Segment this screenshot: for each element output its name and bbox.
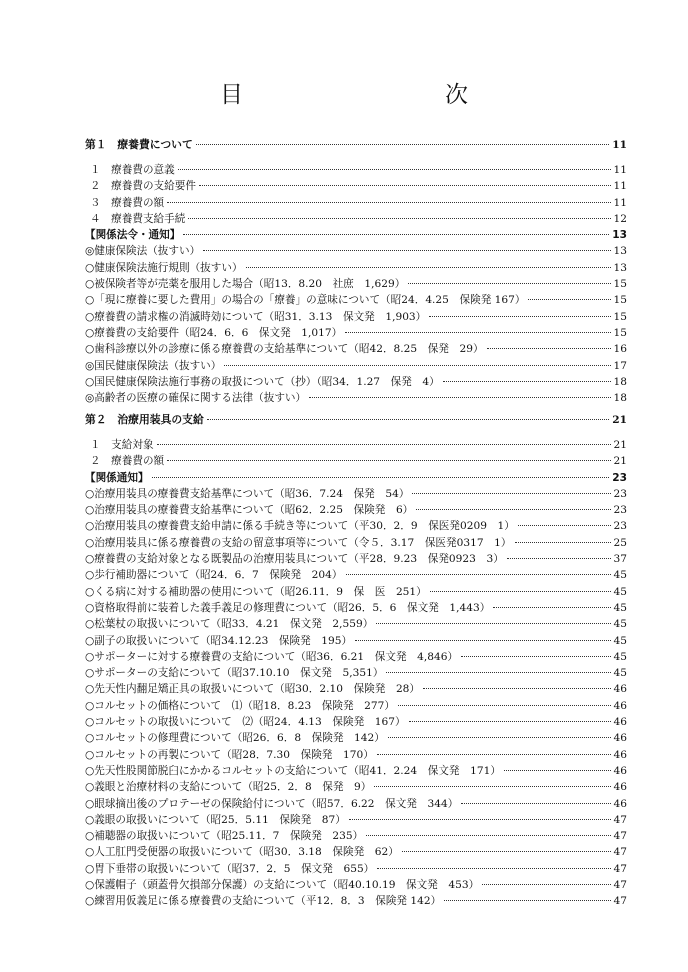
toc-entry-text: ○眼球摘出後のプロテーゼの保険給付について（昭57．6.22 保文発 344） (85, 797, 459, 810)
toc-entry-page-number: 37 (613, 553, 627, 566)
toc-entry-page-number: 45 (613, 569, 627, 582)
toc-entry-text: ○治療用装具の療養費支給申請に係る手続き等について（平30．2．9 保医発0209 1） (85, 520, 515, 533)
toc-entry-page-number: 15 (613, 326, 627, 339)
toc-item-text: ３ 療養費の額 (90, 196, 165, 209)
dot-leader (167, 460, 610, 461)
dot-leader (207, 419, 609, 420)
toc-entry-page-number: 25 (613, 536, 627, 549)
dot-leader (349, 819, 611, 820)
dot-leader (377, 868, 610, 869)
dot-leader (374, 786, 610, 787)
toc-subheading-text: 【関係法令・通知】 (85, 229, 181, 242)
toc-entry-text: ○練習用仮義足に係る療養費の支給について（平12．8．3 保険発 142） (85, 895, 442, 908)
toc-entry (85, 877, 627, 893)
chapter-heading (85, 136, 627, 154)
toc-entry-text: ○被保険者等が売薬を服用した場合（昭13．8.20 社庶 1,629） (85, 278, 406, 291)
toc-entry-page-number: 45 (613, 585, 627, 598)
dot-leader (429, 316, 610, 317)
dot-leader (178, 169, 611, 170)
toc-entry-text: ◎国民健康保険法（抜すい） (85, 359, 222, 372)
toc-subheading-page-number: 13 (612, 229, 627, 242)
dot-leader (493, 607, 610, 608)
toc-entry-text: ○療養費の支給要件（昭24．6．6 保文発 1,017） (85, 326, 343, 339)
toc-item (85, 437, 627, 453)
dot-leader (416, 509, 610, 510)
dot-leader (430, 591, 611, 592)
toc-entry-page-number: 15 (613, 310, 627, 323)
toc-entry-page-number: 13 (613, 261, 627, 274)
toc-entry (85, 309, 627, 325)
toc-entry-page-number: 47 (613, 846, 627, 859)
dot-leader (246, 267, 611, 268)
toc-entry (85, 681, 627, 697)
toc-entry (85, 861, 627, 877)
toc-entry-page-number: 45 (613, 634, 627, 647)
toc-item (85, 211, 627, 227)
toc-entry-text: ○義眼と治療材料の支給について（昭25．2．8 保発 9） (85, 781, 372, 794)
toc-entry-text: ◎健康保険法（抜すい） (85, 245, 201, 258)
toc-entry (85, 763, 627, 779)
toc-entry (85, 747, 627, 763)
toc-item (85, 195, 627, 211)
dot-leader (408, 283, 610, 284)
toc-entry-text: ○くる病に対する補助器の使用について（昭26.11．9 保 医 251） (85, 585, 427, 598)
toc-entry (85, 616, 627, 632)
toc-entry-page-number: 47 (613, 813, 627, 826)
toc-entry (85, 844, 627, 860)
toc-entry-text: ○人工肛門受便器の取扱いについて（昭30．3.18 保険発 62） (85, 846, 399, 859)
toc-entry (85, 518, 627, 534)
toc-entry-page-number: 46 (613, 781, 627, 794)
toc-entry-page-number: 46 (613, 699, 627, 712)
dot-leader (482, 884, 610, 885)
toc-entry (85, 893, 627, 909)
toc-entry (85, 584, 627, 600)
toc-entry-text: ○資格取得前に装着した義手義足の修理費について（昭26．5．6 保文発 1,443） (85, 601, 491, 614)
toc-entry (85, 567, 627, 583)
toc-entry (85, 551, 627, 567)
dot-leader (167, 202, 610, 203)
dot-leader (412, 493, 610, 494)
toc-entry-page-number: 18 (613, 375, 627, 388)
toc-entry-text: ○サポーターの支給について（昭37.10.10 保文発 5,351） (85, 667, 384, 680)
toc-item (85, 162, 627, 178)
toc-entry (85, 390, 627, 406)
chapter-heading (85, 411, 627, 429)
toc-entry (85, 276, 627, 292)
dot-leader (376, 623, 610, 624)
toc-entry-page-number: 15 (613, 278, 627, 291)
toc-entry-text: ○歯科診療以外の診療に係る療養費の支給基準について（昭42．8.25 保発 29） (85, 343, 484, 356)
dot-leader (388, 737, 611, 738)
page-title: 目 次 (220, 82, 520, 108)
dot-leader (518, 525, 611, 526)
toc-entry-text: ○「現に療養に要した費用」の場合の「療養」の意味について（昭24．4.25 保険発 167） (85, 294, 526, 307)
dot-leader (346, 574, 611, 575)
toc-entry-text: ○コルセットの修理費について（昭26．6．8 保険発 142） (85, 732, 385, 745)
toc-entry (85, 649, 627, 665)
toc-entry-page-number: 46 (613, 732, 627, 745)
toc-entry (85, 260, 627, 276)
toc-item (85, 178, 627, 194)
toc-entry-page-number: 23 (613, 504, 627, 517)
dot-leader (199, 185, 611, 186)
toc-entry-text: ○コルセットの再製について（昭28．7.30 保険発 170） (85, 748, 374, 761)
dot-leader (507, 558, 611, 559)
toc-entry (85, 374, 627, 390)
toc-entry-page-number: 45 (613, 618, 627, 631)
dot-leader (487, 348, 611, 349)
toc-entry-text: ○歩行補助器について（昭24．6．7 保険発 204） (85, 569, 343, 582)
toc-entry-text: ○療養費の請求権の消滅時効について（昭31．3.13 保文発 1,903） (85, 310, 427, 323)
toc-entry-page-number: 17 (613, 359, 627, 372)
toc-entry (85, 358, 627, 374)
toc-entry-text: ○松葉杖の取扱いについて（昭33．4.21 保文発 2,559） (85, 618, 374, 631)
toc-entry-text: ○先天性股関節脱臼にかかるコルセットの支給について（昭41．2.24 保文発 171） (85, 764, 501, 777)
toc-entry-text: ○サポーターに対する療養費の支給について（昭36．6.21 保文発 4,846） (85, 650, 459, 663)
toc-entry-page-number: 15 (613, 294, 627, 307)
toc-entry-page-number: 23 (613, 520, 627, 533)
toc-entry (85, 633, 627, 649)
toc-entry-text: ○保護帽子（頭蓋骨欠損部分保護）の支給について（昭40.10.19 保文発 453） (85, 879, 480, 892)
toc-subheading-page-number: 23 (612, 471, 627, 484)
toc-item-text: １ 支給対象 (90, 439, 154, 451)
toc-section-1 (85, 136, 627, 406)
toc-entry-page-number: 47 (613, 830, 627, 843)
toc-entry-page-number: 47 (613, 895, 627, 908)
toc-entry (85, 698, 627, 714)
toc-entry-text: ○国民健康保険法施行事務の取扱について（抄）（昭34．1.27 保発 4） (85, 375, 440, 388)
toc-entry-page-number: 47 (613, 879, 627, 892)
dot-leader (398, 705, 611, 706)
dot-leader (461, 656, 610, 657)
toc-entry-text: ○補聴器の取扱いについて（昭25.11．7 保険発 235） (85, 830, 364, 843)
toc-item-page-number: 11 (613, 180, 627, 193)
toc-entry-text: ○治療用装具の療養費支給基準について（昭62．2.25 保険発 6） (85, 504, 414, 517)
toc-item-text: １ 療養費の意義 (90, 164, 175, 176)
toc-entry-text: ○コルセットの取扱いについて ⑵（昭24．4.13 保険発 167） (85, 716, 406, 729)
toc-entry-text: ○義眼の取扱いについて（昭25．5.11 保険発 87） (85, 813, 346, 826)
toc-entry (85, 665, 627, 681)
chapter-heading-text: 第２ 治療用装具の支給 (85, 413, 204, 426)
toc-subheading (85, 227, 627, 243)
dot-leader (386, 672, 610, 673)
toc-entry-page-number: 46 (613, 764, 627, 777)
dot-leader (224, 365, 610, 366)
dot-leader (423, 688, 611, 689)
toc-entry (85, 828, 627, 844)
dot-leader (188, 218, 610, 219)
toc-entry-page-number: 46 (613, 748, 627, 761)
toc-entry (85, 535, 627, 551)
toc-entry-page-number: 16 (613, 343, 627, 356)
dot-leader (152, 477, 610, 478)
toc-item-page-number: 11 (613, 196, 627, 209)
chapter-heading-page-number: 11 (612, 139, 627, 151)
dot-leader (443, 381, 611, 382)
toc-entry-page-number: 46 (613, 797, 627, 810)
chapter-heading-text: 第１ 療養費について (85, 138, 193, 151)
toc-entry (85, 714, 627, 730)
toc-entry (85, 502, 627, 518)
toc-entry (85, 341, 627, 357)
toc-entry (85, 779, 627, 795)
toc-entry-text: ○コルセットの価格について ⑴（昭18．8.23 保険発 277） (85, 699, 395, 712)
dot-leader (345, 332, 610, 333)
toc-entry-text: ○副子の取扱いについて（昭34.12.23 保険発 195） (85, 634, 353, 647)
toc-entry (85, 796, 627, 812)
dot-leader (402, 851, 611, 852)
toc-entry (85, 730, 627, 746)
toc-entry-page-number: 13 (613, 245, 627, 258)
toc-subheading-text: 【関係通知】 (85, 471, 149, 484)
toc-entry-page-number: 46 (613, 683, 627, 696)
toc-entry-page-number: 47 (613, 862, 627, 875)
toc-item-page-number: 11 (613, 164, 627, 176)
toc-entry-text: ○療養費の支給対象となる既製品の治療用装具について（平28．9.23 保発0923 3） (85, 553, 504, 566)
toc-entry-page-number: 18 (613, 392, 627, 405)
spacer (85, 429, 627, 437)
toc-entry-text: ○健康保険法施行規則（抜すい） (85, 261, 243, 274)
toc-entry (85, 325, 627, 341)
dot-leader (355, 640, 610, 641)
dot-leader (366, 835, 610, 836)
toc-item-page-number: 21 (613, 439, 627, 451)
toc-entry-page-number: 45 (613, 667, 627, 680)
dot-leader (309, 397, 610, 398)
dot-leader (203, 250, 610, 251)
toc-item-page-number: 21 (613, 455, 627, 468)
toc-entry-page-number: 46 (613, 716, 627, 729)
dot-leader (444, 900, 610, 901)
dot-leader (528, 299, 610, 300)
toc-entry-page-number: 23 (613, 487, 627, 500)
toc-entry-text: ○治療用装具に係る療養費の支給の留意事項等について（令５．3.17 保医発0317 1） (85, 536, 512, 549)
toc-item-page-number: 12 (613, 212, 627, 225)
toc-entry-text: ○治療用装具の療養費支給基準について（昭36．7.24 保発 54） (85, 487, 410, 500)
toc-section-2 (85, 411, 627, 910)
toc-item-text: ２ 療養費の額 (90, 455, 165, 468)
toc-subheading (85, 470, 627, 486)
toc-entry-text: ○先天性内翻足矯正具の取扱いについて（昭30．2.10 保険発 28） (85, 683, 421, 696)
dot-leader (377, 754, 611, 755)
toc-entry (85, 600, 627, 616)
toc-item (85, 453, 627, 469)
dot-leader (504, 770, 611, 771)
dot-leader (461, 803, 610, 804)
toc-entry (85, 812, 627, 828)
toc-item-text: ４ 療養費支給手続 (90, 212, 186, 225)
dot-leader (196, 144, 609, 145)
toc-entry (85, 243, 627, 259)
toc-item-text: ２ 療養費の支給要件 (90, 180, 196, 193)
chapter-heading-page-number: 21 (612, 414, 627, 426)
toc-entry (85, 292, 627, 308)
dot-leader (515, 542, 611, 543)
toc-entry-page-number: 45 (613, 650, 627, 663)
toc-entry-text: ○胃下垂帯の取扱いについて（昭37．2．5 保文発 655） (85, 862, 375, 875)
toc-entry-text: ◎高齢者の医療の確保に関する法律（抜すい） (85, 392, 307, 405)
spacer (85, 154, 627, 162)
dot-leader (183, 234, 609, 235)
toc-entry-page-number: 45 (613, 601, 627, 614)
dot-leader (409, 721, 611, 722)
toc-entry (85, 486, 627, 502)
dot-leader (157, 444, 611, 445)
